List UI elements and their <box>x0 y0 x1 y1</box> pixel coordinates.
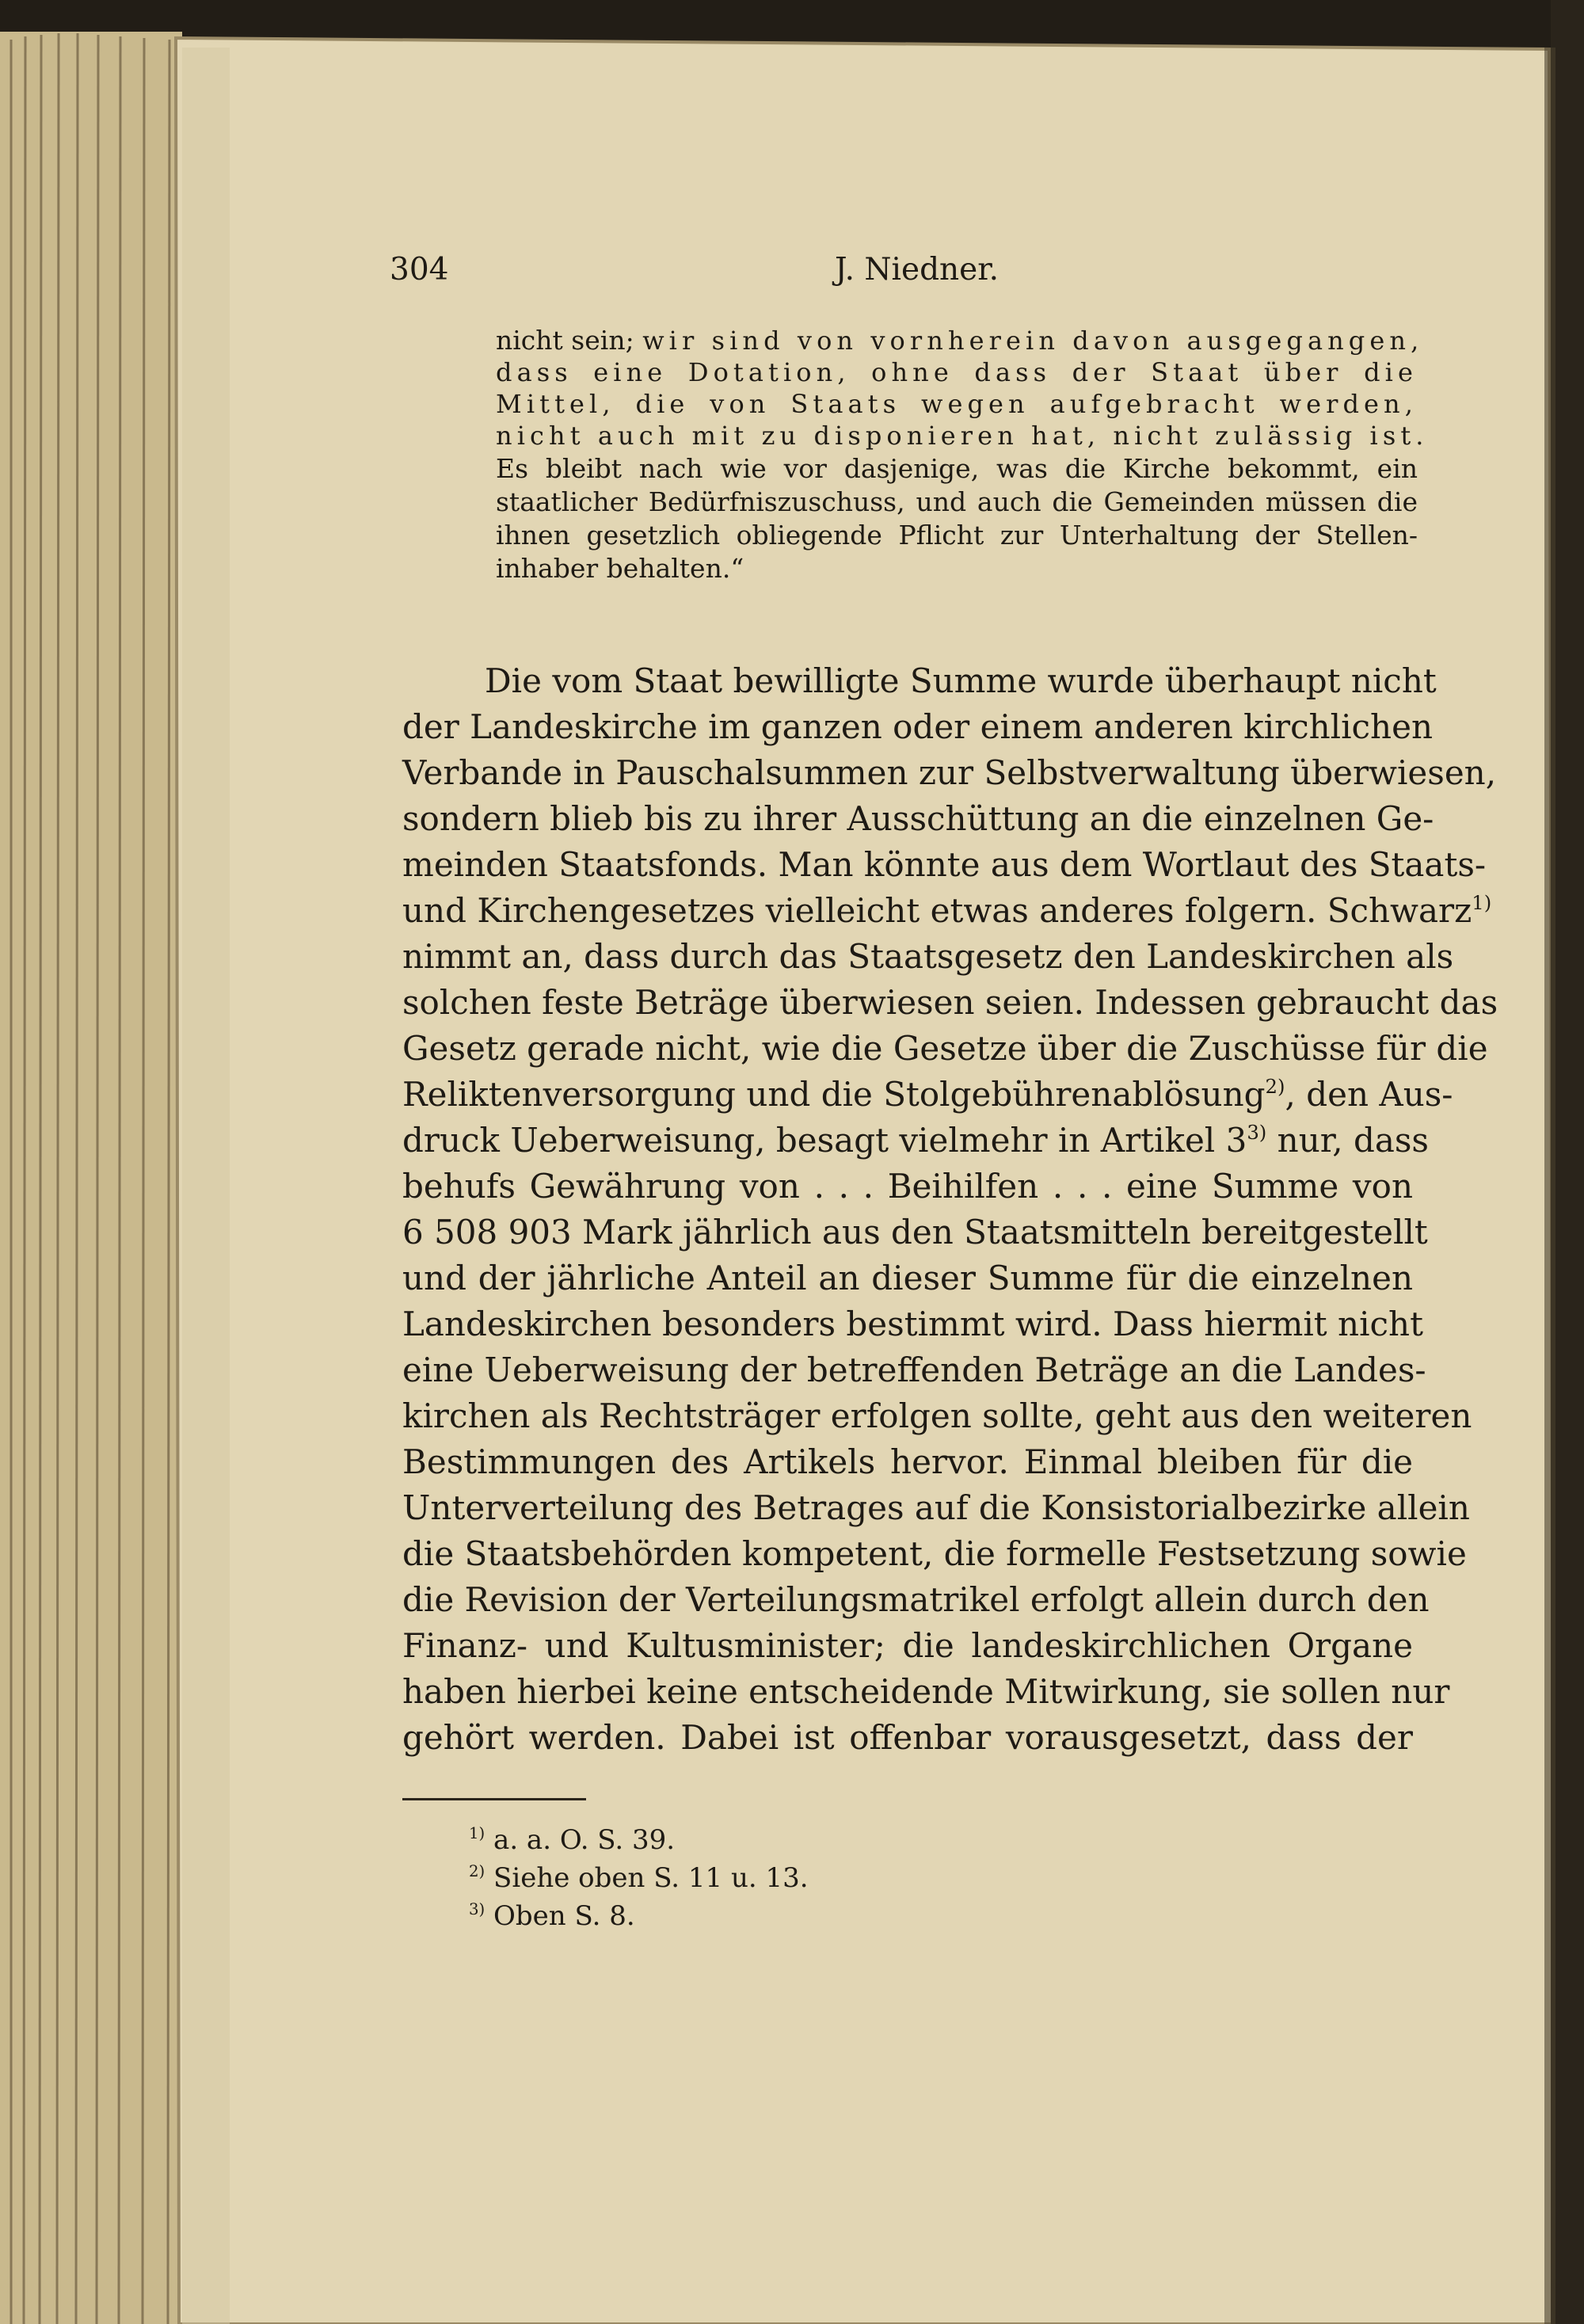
quote-line: ihnen gesetzlich obliegende Pflicht zur Unterhaltung der Stellen- <box>496 520 1418 551</box>
quote-spaced-text: dass eine Dotation, ohne dass der Staat über die <box>496 357 1418 387</box>
footnote-text: Siehe oben S. 11 u. 13. <box>485 1862 809 1894</box>
quote-spaced-text: Mittel, die von Staats wegen aufgebracht werden, <box>496 389 1418 419</box>
body-line: meinden Staatsfonds. Man könnte aus dem Wortlaut des Staats- <box>402 845 1487 884</box>
body-line: Die vom Staat bewilligte Summe wurde überhaupt nicht <box>485 661 1437 700</box>
body-line: Verbande in Pauschalsummen zur Selbstverwaltung überwiesen, <box>402 753 1497 792</box>
body-line: Gesetz gerade nicht, wie die Gesetze über die Zuschüsse für die <box>402 1029 1488 1068</box>
body-line: solchen feste Beträge überwiesen seien. Indessen gebraucht das <box>402 983 1498 1022</box>
body-line: die Staatsbehörden kompetent, die formelle Festsetzung sowie <box>402 1534 1467 1573</box>
footnote <box>469 1861 809 1895</box>
body-line: gehört werden. Dabei ist offenbar vorausgesetzt, dass der <box>402 1718 1413 1757</box>
footnote-text: a. a. O. S. 39. <box>485 1824 676 1856</box>
footnote <box>469 1899 635 1933</box>
footnote-mark: 1) <box>469 1824 485 1843</box>
body-line <box>402 1120 1429 1161</box>
body-line <box>402 890 1492 932</box>
quote-plain-text: nicht sein; <box>496 325 643 356</box>
quote-line <box>496 325 1424 356</box>
quote-line: staatlicher Bedürfniszuschuss, und auch die Gemeinden müssen die <box>496 486 1418 517</box>
body-text: druck Ueberweisung, besagt vielmehr in Artikel 3 <box>402 1121 1247 1160</box>
body-line: kirchen als Rechtsträger erfolgen sollte, geht aus den weiteren <box>402 1396 1472 1435</box>
footnote-divider <box>402 1798 586 1800</box>
body-line: der Landeskirche im ganzen oder einem anderen kirchlichen <box>402 707 1434 746</box>
body-line: nimmt an, dass durch das Staatsgesetz den Landeskirchen als <box>402 937 1454 976</box>
footnote-ref: 3) <box>1247 1121 1267 1145</box>
body-line: Finanz- und Kultusminister; die landeskirchlichen Organe <box>402 1626 1413 1665</box>
body-text: und Kirchengesetzes vielleicht etwas anderes folgern. Schwarz <box>402 891 1472 930</box>
footnote-ref: 2) <box>1265 1075 1285 1099</box>
quote-line <box>496 388 1418 420</box>
quote-spaced-text: nicht auch mit zu disponieren hat, nicht zulässig ist. <box>496 421 1429 451</box>
body-line <box>402 1074 1453 1115</box>
body-line: haben hierbei keine entscheidende Mitwirkung, sie sollen nur <box>402 1672 1450 1711</box>
footnote-mark: 2) <box>469 1862 485 1881</box>
body-line: Bestimmungen des Artikels hervor. Einmal bleiben für die <box>402 1442 1413 1481</box>
footnote-ref: 1) <box>1472 891 1492 915</box>
body-line: eine Ueberweisung der betreffenden Beträge an die Landes- <box>402 1351 1426 1389</box>
body-line: und der jährliche Anteil an dieser Summe für die einzelnen <box>402 1259 1413 1297</box>
body-line: 6 508 903 Mark jährlich aus den Staatsmitteln bereitgestellt <box>402 1213 1428 1252</box>
footnote-text: Oben S. 8. <box>485 1900 635 1932</box>
quote-line: inhaber behalten.“ <box>496 553 744 584</box>
body-line: die Revision der Verteilungsmatrikel erfolgt allein durch den <box>402 1580 1430 1619</box>
quote-line <box>496 420 1429 451</box>
quote-line: Es bleibt nach wie vor dasjenige, was die Kirche bekommt, ein <box>496 453 1418 484</box>
footnote <box>469 1823 675 1857</box>
footnote-mark: 3) <box>469 1900 485 1919</box>
body-text: Reliktenversorgung und die Stolgebührenablösung <box>402 1075 1266 1114</box>
body-line: sondern blieb bis zu ihrer Ausschüttung an die einzelnen Ge- <box>402 799 1434 838</box>
quote-line <box>496 356 1418 388</box>
running-title: J. Niedner. <box>835 252 999 288</box>
body-line: Unterverteilung des Betrages auf die Konsistorialbezirke allein <box>402 1488 1470 1527</box>
quote-spaced-text: wir sind von vornherein davon ausgegangen, <box>642 326 1424 356</box>
body-text: , den Aus- <box>1285 1075 1453 1114</box>
body-text: nur, dass <box>1266 1121 1429 1160</box>
body-line: behufs Gewährung von . . . Beihilfen . . . eine Summe von <box>402 1167 1413 1206</box>
page-number: 304 <box>390 252 449 288</box>
body-line: Landeskirchen besonders bestimmt wird. Dass hiermit nicht <box>402 1305 1423 1343</box>
